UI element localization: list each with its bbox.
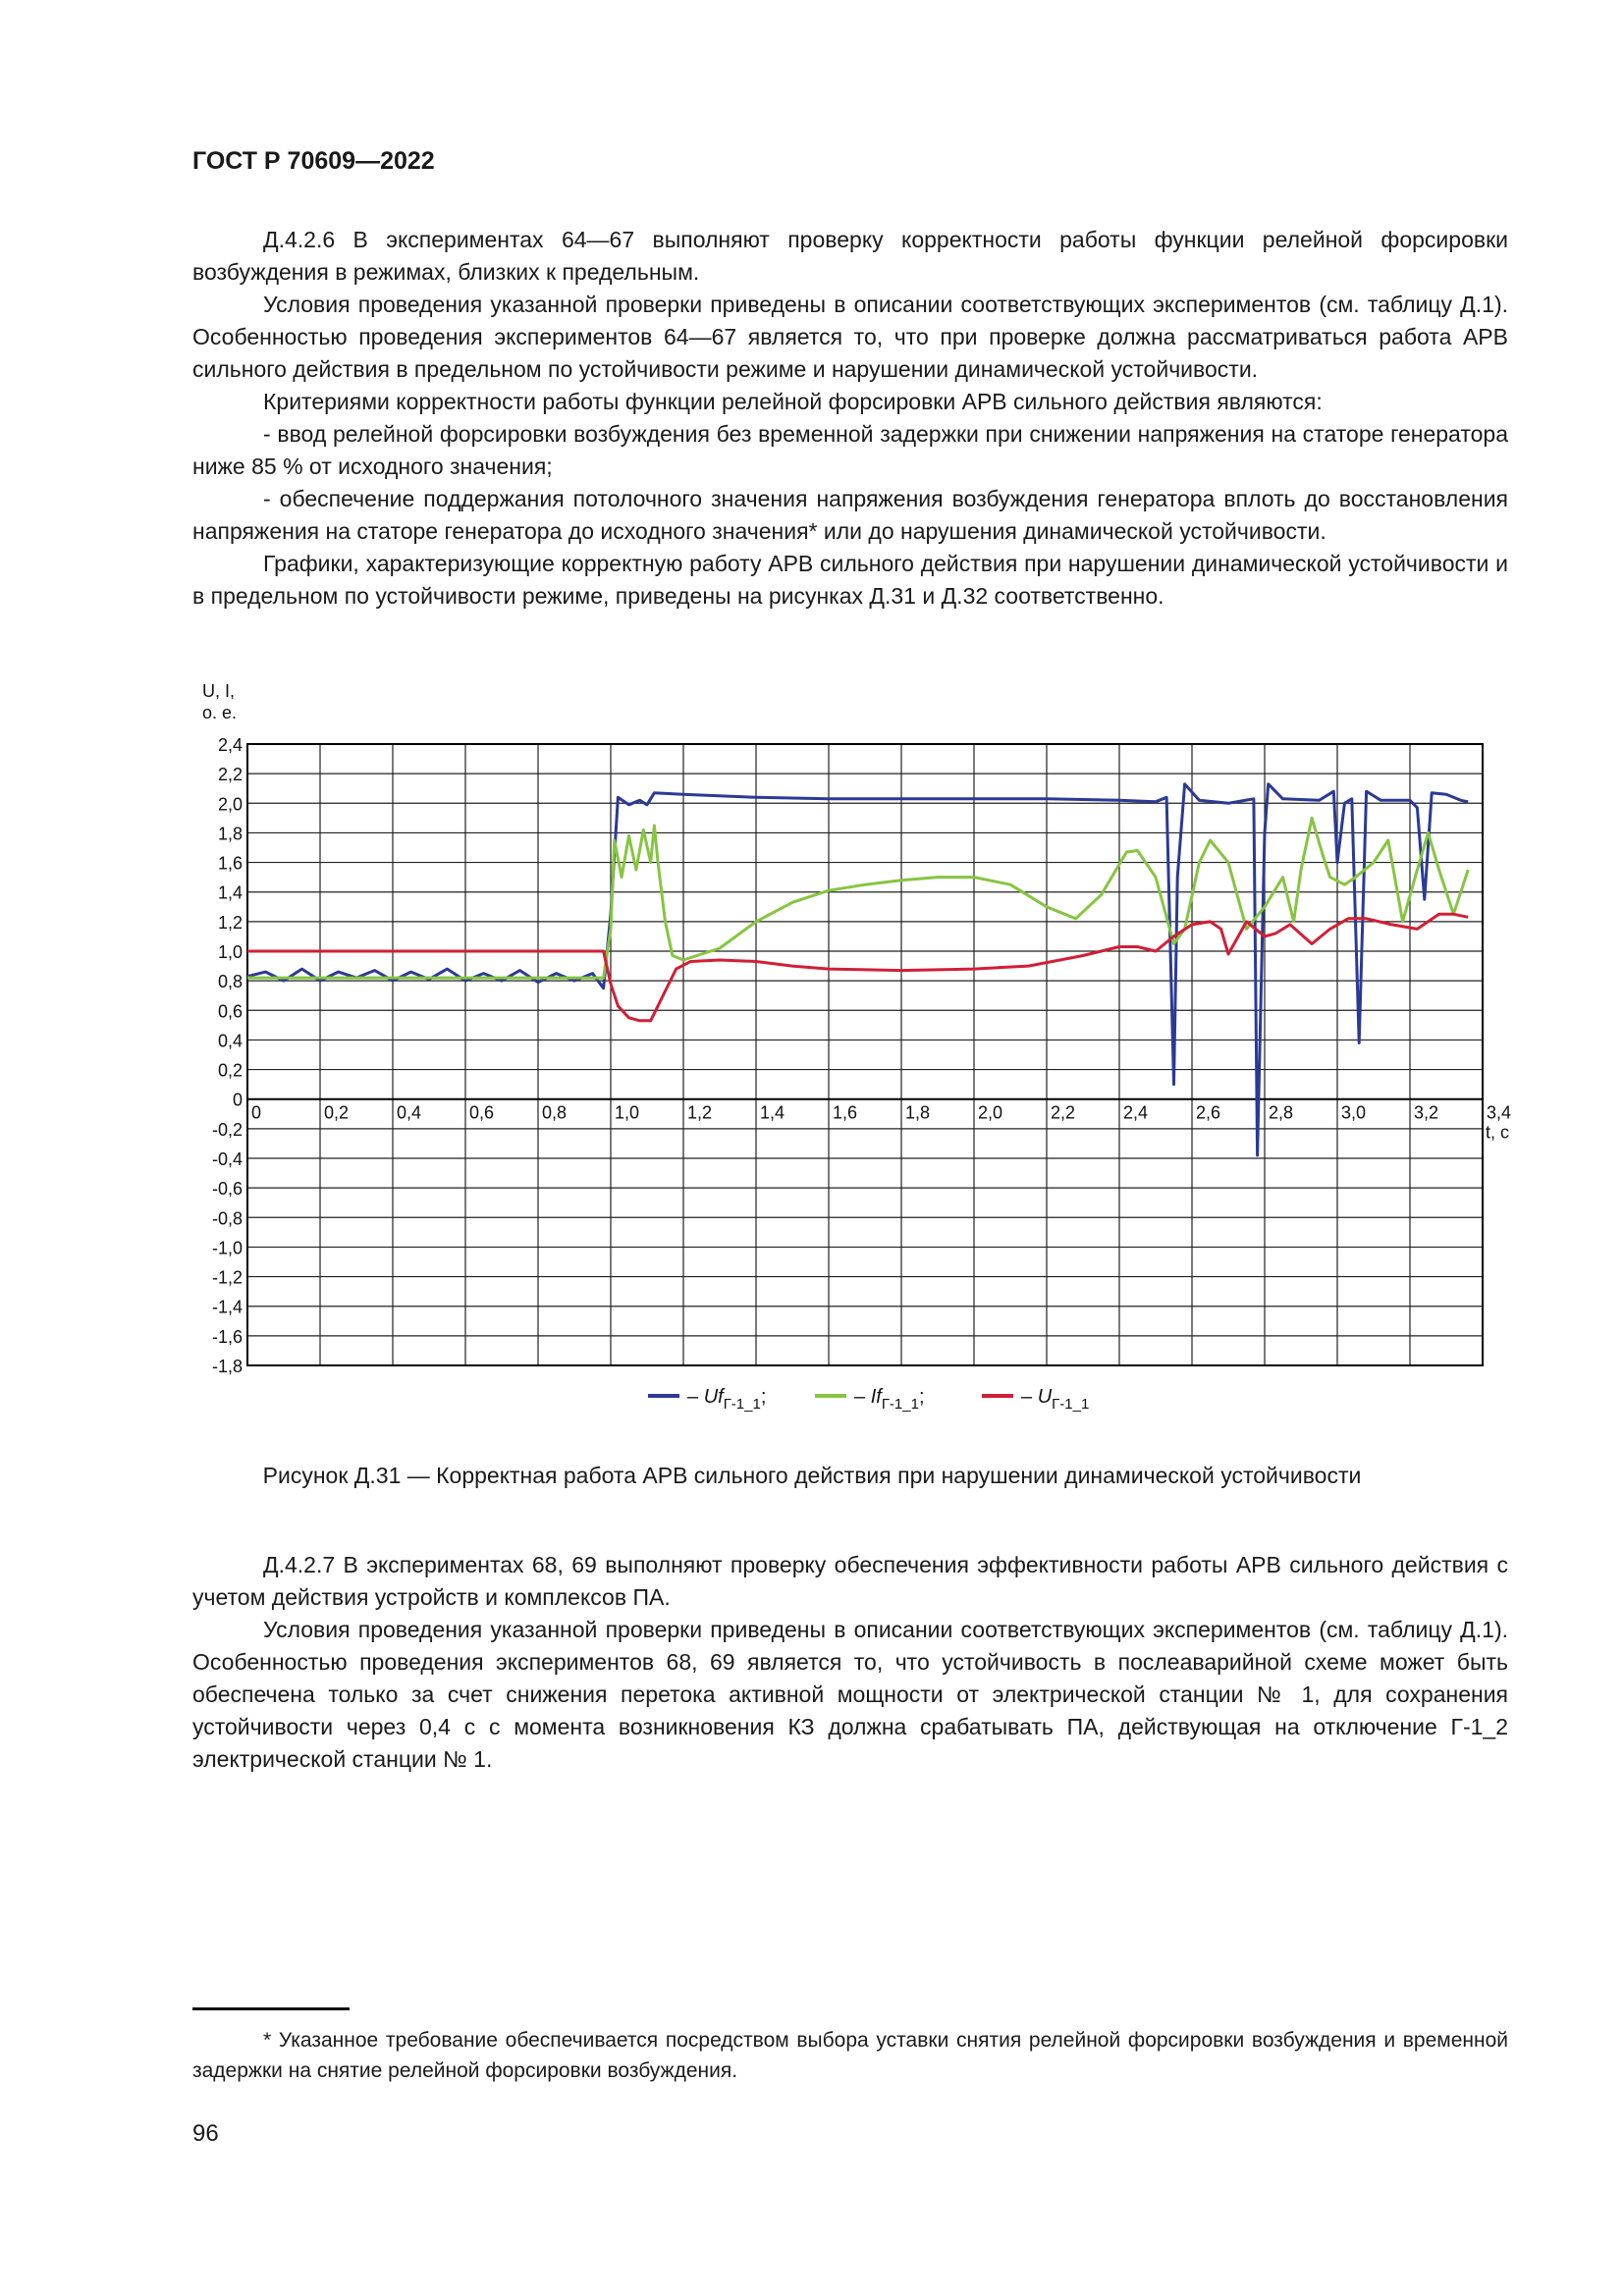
x-tick-label: 0,8: [542, 1102, 568, 1123]
x-tick-label: 3,0: [1341, 1102, 1367, 1123]
chart-legend: [648, 1386, 1089, 1413]
y-tick-label: 1,2: [217, 912, 243, 933]
chart-labels: [202, 681, 1511, 1376]
x-tick-label: 1,2: [687, 1102, 713, 1123]
x-tick-label: 0,2: [324, 1102, 350, 1123]
x-axis-label: t, с: [1486, 1122, 1510, 1143]
y-tick-label: 1,8: [217, 824, 243, 844]
x-tick-label: 1,8: [905, 1102, 931, 1123]
x-tick-label: 1,4: [760, 1102, 785, 1123]
y-tick-label: -1,6: [211, 1326, 243, 1347]
x-tick-label: 1,6: [833, 1102, 858, 1123]
page-number: 96: [192, 2120, 219, 2147]
series-line-u: [247, 914, 1468, 1021]
y-axis-label: о. е.: [202, 703, 238, 722]
plot-frame: [247, 744, 1483, 1365]
x-tick-label: 2,2: [1051, 1102, 1076, 1123]
document-header: ГОСТ Р 70609—2022: [192, 147, 435, 175]
x-tick-label: 0,4: [397, 1102, 422, 1123]
y-tick-label: 2,0: [217, 794, 243, 815]
y-tick-label: 0,4: [217, 1031, 243, 1051]
y-tick-label: 1,6: [217, 853, 243, 874]
x-tick-label: 2,8: [1269, 1102, 1294, 1123]
paragraph: Д.4.2.7 В экспериментах 68, 69 выполняют проверку обеспечения эффективности работы АРВ сильного действия с учетом действия устройств и комплексов ПА.: [192, 1552, 1508, 1610]
body-text-top: [192, 224, 1508, 613]
series-line-if: [247, 818, 1468, 978]
paragraph: Графики, характеризующие корректную работу АРВ сильного действия при нарушении динамической устойчивости и в предельном по устойчивости режиме, приведены на рисунках Д.31 и Д.32 соответственно.: [192, 551, 1508, 609]
footnote: * Указанное требование обеспечивается посредством выбора уставки снятия релейной форсировки возбуждения и временной задержки на снятие релейной форсировки возбуждения.: [192, 2029, 1508, 2082]
paragraph: Критериями корректности работы функции релейной форсировки АРВ сильного действия являются:: [263, 389, 1323, 414]
paragraph: Условия проведения указанной проверки приведены в описании соответствующих экспериментов (см. таблицу Д.1). Особенностью проведения экспериментов 64—67 является то, что при проверке должна рассматриваться работа АРВ сильного действия в предельном по устойчивости режиме и нарушении динамической устойчивости.: [192, 292, 1508, 382]
paragraph: - ввод релейной форсировки возбуждения без временной задержки при снижении напряжения на статоре генератора ниже 85 % от исходного значения;: [192, 421, 1508, 479]
footnote-divider: [192, 2007, 350, 2010]
y-axis-label: U, I,: [202, 681, 236, 701]
y-tick-label: 2,2: [217, 765, 243, 785]
x-tick-label: 2,6: [1196, 1102, 1221, 1123]
y-tick-label: -1,8: [211, 1357, 243, 1376]
y-tick-label: -0,6: [211, 1179, 243, 1200]
y-tick-label: 2,4: [217, 735, 243, 755]
y-tick-label: -0,8: [211, 1208, 243, 1229]
paragraph: - обеспечение поддержания потолочного значения напряжения возбуждения генератора вплоть до восстановления напряжения на статоре генератора до исходного значения* или до нарушения динамической устойчивости.: [192, 486, 1508, 544]
x-tick-label: 0: [251, 1102, 262, 1123]
y-tick-label: 1,0: [217, 942, 243, 962]
chart-grid: [247, 744, 1483, 1365]
body-text-bottom: [192, 1549, 1508, 1776]
x-tick-label: 2,0: [978, 1102, 1003, 1123]
chart-svg: [187, 667, 1542, 1453]
y-tick-label: 0: [232, 1090, 243, 1110]
y-tick-label: -1,0: [211, 1238, 243, 1258]
legend-entry: – $If_{Г-1\_1}$;: [854, 1386, 925, 1413]
figure-caption: Рисунок Д.31 — Корректная работа АРВ сильного действия при нарушении динамической устойчивости: [262, 1463, 1362, 1488]
y-tick-label: 0,2: [217, 1060, 243, 1081]
x-tick-label: 0,6: [469, 1102, 495, 1123]
y-tick-label: -1,4: [211, 1297, 243, 1317]
y-tick-label: 0,8: [217, 972, 243, 992]
y-tick-label: -1,2: [211, 1267, 243, 1288]
y-tick-label: -0,4: [211, 1149, 243, 1169]
figure-chart: [187, 667, 1542, 1453]
x-tick-label: 2,4: [1123, 1102, 1149, 1123]
paragraph: Условия проведения указанной проверки приведены в описании соответствующих экспериментов (см. таблицу Д.1). Особенностью проведения экспериментов 68, 69 является то, что устойчивость в послеаварийной схеме может быть обеспечена только за счет снижения перетока активной мощности от электрической станции № 1, для сохранения устойчивости через 0,4 с с момента возникновения КЗ должна срабатывать ПА, действующая на отключение Г-1_2 электрической станции № 1.: [192, 1617, 1508, 1772]
x-tick-label: 3,2: [1414, 1102, 1439, 1123]
x-tick-label: 3,4: [1487, 1102, 1512, 1123]
y-tick-label: 1,4: [217, 882, 243, 903]
paragraph: Д.4.2.6 В экспериментах 64—67 выполняют проверку корректности работы функции релейной форсировки возбуждения в режимах, близких к предельным.: [192, 227, 1508, 285]
y-tick-label: 0,6: [217, 1001, 243, 1022]
legend-entry: – $Uf_{Г-1\_1}$;: [687, 1386, 767, 1413]
x-tick-label: 1,0: [615, 1102, 640, 1123]
y-tick-label: -0,2: [211, 1119, 243, 1140]
legend-entry: – $U_{Г-1\_1}$: [1021, 1386, 1090, 1413]
